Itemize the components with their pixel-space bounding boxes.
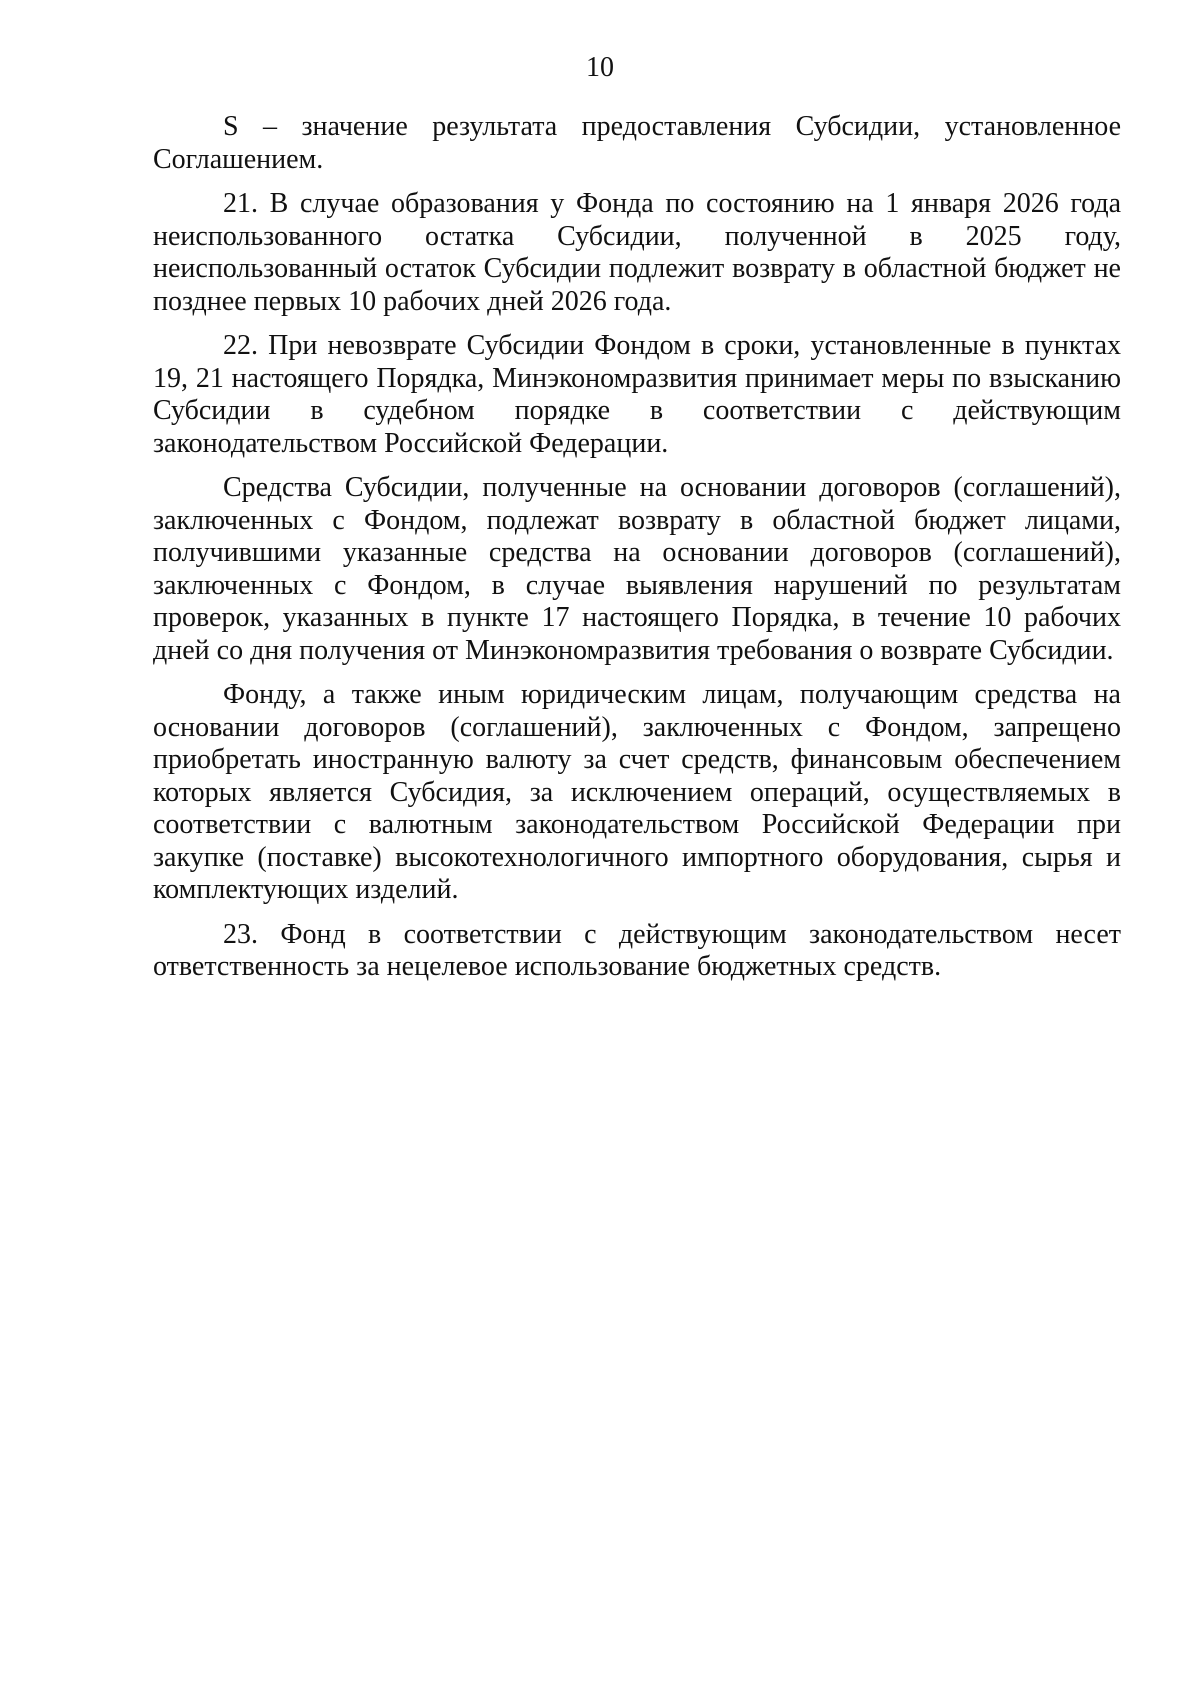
- page-number: 10: [586, 52, 614, 83]
- paragraph-s-definition: S – значение результата предоставления Субсидии, установленное Соглашением.: [153, 111, 1121, 175]
- paragraph-23: 23. Фонд в соответствии с действующим законодательством несет ответственность за нецелевое использование бюджетных средств.: [153, 918, 1121, 982]
- paragraph-currency-restriction: Фонду, а также иным юридическим лицам, получающим средства на основании договоров (соглашений), заключенных с Фондом, запрещено приобретать иностранную валюту за счет средств, финансовым обеспечением которых является Субсидия, за исключением операций, осуществляемых в соответствии с валютным законодательством Российской Федерации при закупке (поставке) высокотехнологичного импортного оборудования, сырья и комплектующих изделий.: [153, 679, 1121, 905]
- paragraph-22: 22. При невозврате Субсидии Фондом в сроки, установленные в пунктах 19, 21 настоящего Порядка, Минэкономразвития принимает меры по взысканию Субсидии в судебном порядке в соответствии с действующим законодательством Российской Федерации.: [153, 330, 1121, 459]
- paragraph-21: 21. В случае образования у Фонда по состоянию на 1 января 2026 года неиспользованного остатка Субсидии, полученной в 2025 году, неиспользованный остаток Субсидии подлежит возврату в областной бюджет не позднее первых 10 рабочих дней 2026 года.: [153, 188, 1121, 317]
- document-body: [153, 111, 1121, 984]
- paragraph-subsidy-return: Средства Субсидии, полученные на основании договоров (соглашений), заключенных с Фондом, подлежат возврату в областной бюджет лицами, получившими указанные средства на основании договоров (соглашений), заключенных с Фондом, в случае выявления нарушений по результатам проверок, указанных в пункте 17 настоящего Порядка, в течение 10 рабочих дней со дня получения от Минэкономразвития требования о возврате Субсидии.: [153, 472, 1121, 666]
